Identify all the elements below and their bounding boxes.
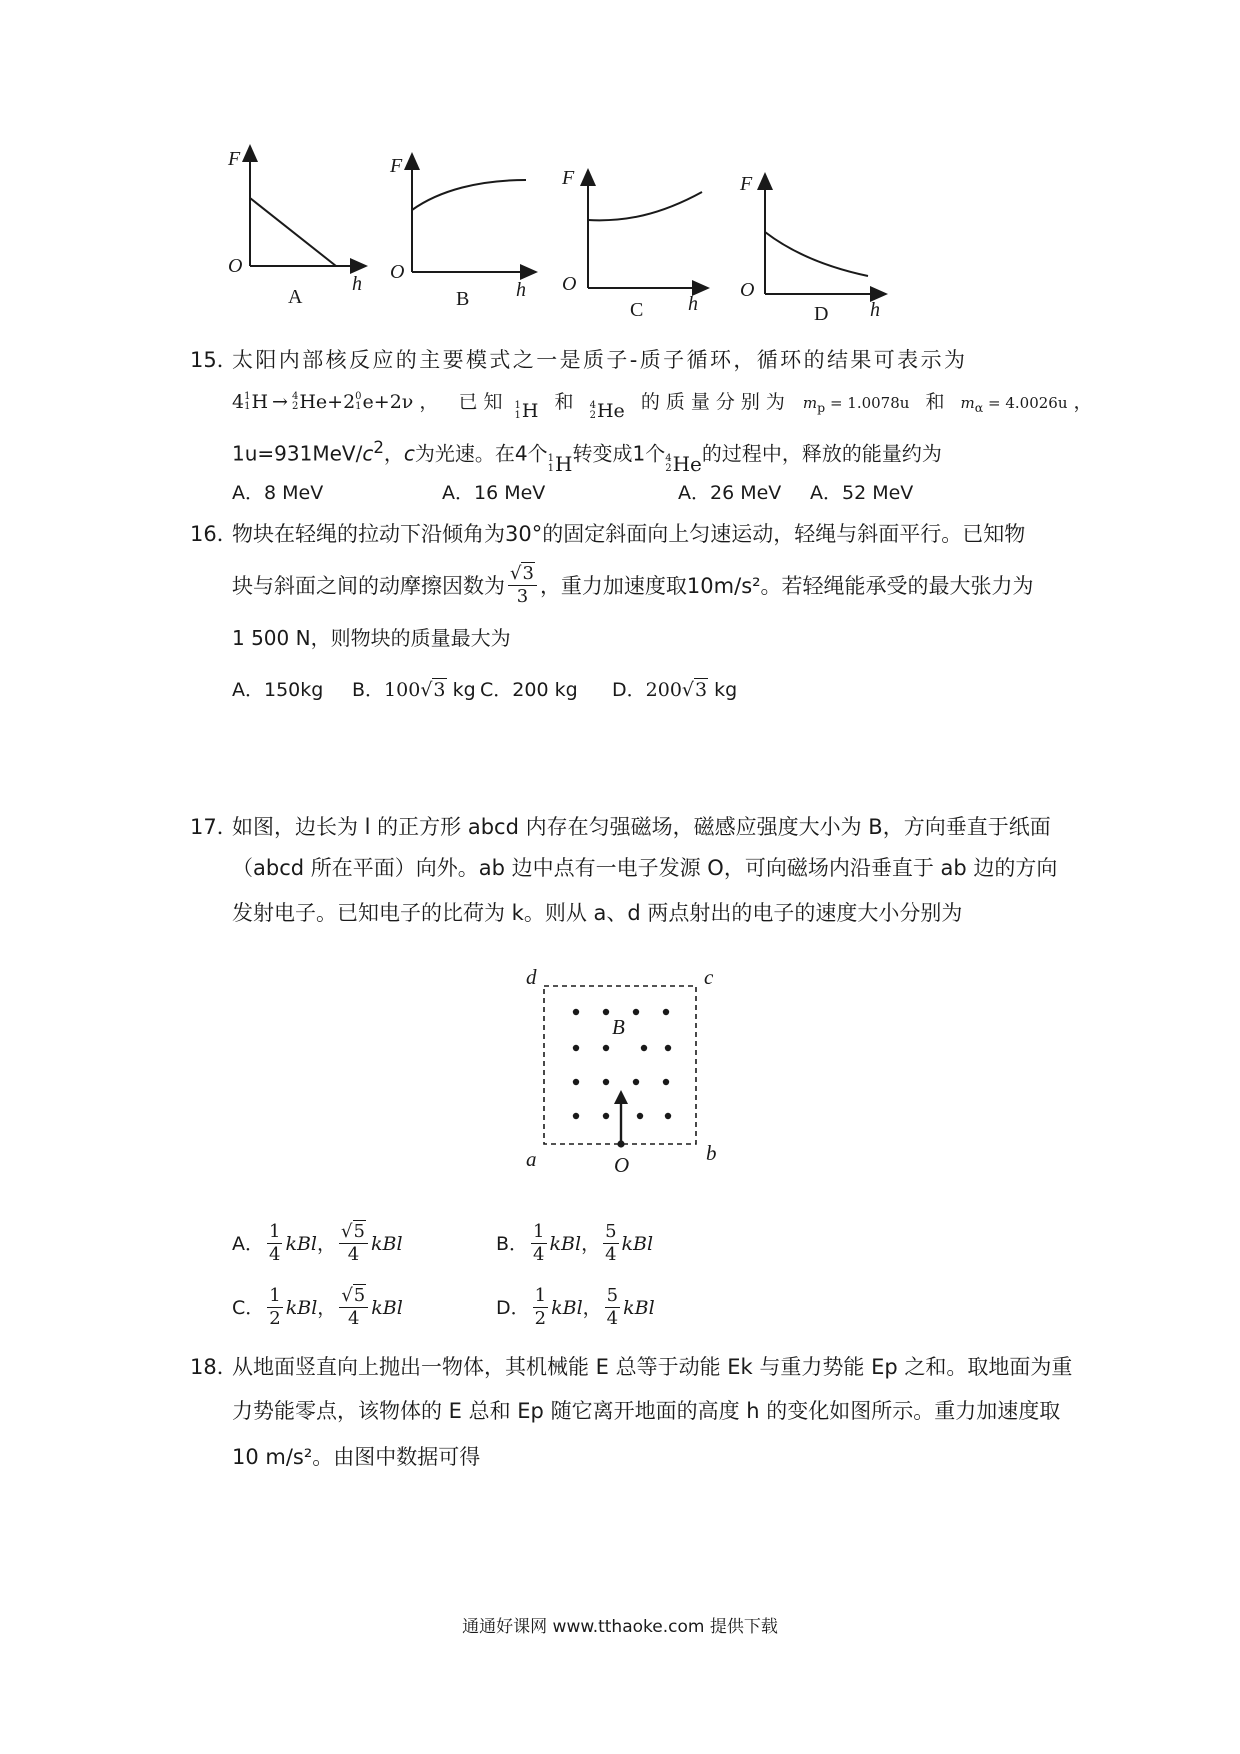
- question-number: 17．: [190, 815, 238, 839]
- option-d[interactable]: D．200√3 kg: [612, 679, 738, 701]
- question-text: 从地面竖直向上抛出一物体，其机械能 E 总等于动能 Ek 与重力势能 Ep 之和。取地面为重: [232, 1355, 1073, 1379]
- graph-d-h-label: h: [870, 299, 880, 321]
- proton-mass: $m_p = 1.0078u$: [802, 394, 910, 415]
- question-text-line3: $1u=931MeV/c^2$，c为光速。在4个 1 1 H 转变成1个 4 2 He 的过程中，释放的能量约为: [232, 438, 942, 476]
- graph-b-h-label: h: [516, 279, 526, 301]
- question-number: 18．: [190, 1355, 238, 1379]
- question-text: 太阳内部核反应的主要模式之一是质子-质子循环，循环的结果可表示为: [232, 348, 968, 372]
- nuclear-equation-line: 4 1 1 H → 4 2 He+2 0 1 e+2ν ， 已知 1 1 H 和 4 2 He 的质量分别为 $m_p = 1.0078u$ 和 $m_\alpha = 4.0026u$ ，: [232, 391, 1093, 422]
- graph-b-f-label: F: [390, 155, 403, 177]
- vertex-a-label: a: [526, 1147, 537, 1171]
- graph-c-origin: O: [562, 273, 577, 295]
- graph-a-origin: O: [228, 255, 243, 277]
- graph-a-f-label: F: [228, 148, 241, 170]
- option-d[interactable]: D． $\frac{1}{2}$ kBl ， $\frac{5}{4}$ kBl: [496, 1285, 655, 1329]
- graph-c-f-label: F: [562, 167, 575, 189]
- question-text-line2: 块与斜面之间的动摩擦因数为 $\frac{√3}{3}$ ，重力加速度取10m/s²。若轻绳能承受的最大张力为: [232, 563, 1034, 607]
- graph-b-caption: B: [456, 288, 470, 310]
- option-b[interactable]: A．16 MeV: [442, 482, 546, 504]
- graph-c-caption: C: [630, 299, 644, 321]
- option-c[interactable]: A．26 MeV: [678, 482, 782, 504]
- option-b[interactable]: B．100√3 kg: [352, 679, 476, 701]
- question-text: 物块在轻绳的拉动下沿倾角为30°的固定斜面向上匀速运动，轻绳与斜面平行。已知物: [232, 522, 1026, 546]
- option-a[interactable]: A． $\frac{1}{4}$ kBl ， $\frac{√5}{4}$ kBl: [232, 1221, 403, 1265]
- graph-d-f-label: F: [740, 173, 753, 195]
- question-number: 16．: [190, 522, 238, 546]
- question-number: 15．: [190, 348, 238, 372]
- graph-d-origin: O: [740, 279, 755, 301]
- graph-d-caption: D: [814, 303, 829, 325]
- graph-a-h-label: h: [352, 273, 362, 295]
- origin-o-label: O: [614, 1153, 630, 1177]
- option-a[interactable]: A．8 MeV: [232, 482, 324, 504]
- question-text-line3: 1 500 N，则物块的质量最大为: [232, 626, 511, 650]
- field-b-label: B: [612, 1015, 625, 1039]
- option-a[interactable]: A．150kg: [232, 679, 324, 701]
- alpha-mass: $m_\alpha = 4.0026u$: [960, 394, 1068, 415]
- page-footer: 通通好课网 www.tthaoke.com 提供下载: [462, 1617, 778, 1637]
- vertex-c-label: c: [704, 965, 714, 989]
- vertex-b-label: b: [706, 1141, 717, 1165]
- option-c[interactable]: C．200 kg: [480, 679, 578, 701]
- vertex-d-label: d: [526, 965, 537, 989]
- question-text-line3: 10 m/s²。由图中数据可得: [232, 1445, 481, 1469]
- friction-coefficient: $\frac{√3}{3}$: [508, 564, 537, 607]
- question-text: 如图，边长为 l 的正方形 abcd 内存在匀强磁场，磁感应强度大小为 B，方向垂直于纸面: [232, 815, 1051, 839]
- question-17-options: [190, 1222, 1070, 1342]
- source-point-o: [617, 1140, 624, 1147]
- option-d[interactable]: A．52 MeV: [810, 482, 914, 504]
- graph-c-h-label: h: [688, 293, 698, 315]
- magnetic-field-square-figure: [520, 965, 720, 1177]
- reaction-equation: 4 1 1 H → 4 2 He+2 0 1 e+2ν: [232, 391, 414, 413]
- question-text-line2: （abcd 所在平面）向外。ab 边中点有一电子发源 O，可向磁场内沿垂直于 ab 边的方向: [232, 856, 1058, 880]
- option-c[interactable]: C． $\frac{1}{2}$ kBl ， $\frac{√5}{4}$ kBl: [232, 1285, 403, 1329]
- question-text-line2: 力势能零点，该物体的 E 总和 Ep 随它离开地面的高度 h 的变化如图所示。重力加速度取: [232, 1399, 1061, 1423]
- graph-b-origin: O: [390, 261, 405, 283]
- question-text-line3: 发射电子。已知电子的比荷为 k。则从 a、d 两点射出的电子的速度大小分别为: [232, 901, 963, 925]
- force-height-graphs: [228, 148, 1000, 370]
- option-b[interactable]: B． $\frac{1}{4}$ kBl ， $\frac{5}{4}$ kBl: [496, 1221, 654, 1265]
- graph-a-caption: A: [288, 286, 303, 308]
